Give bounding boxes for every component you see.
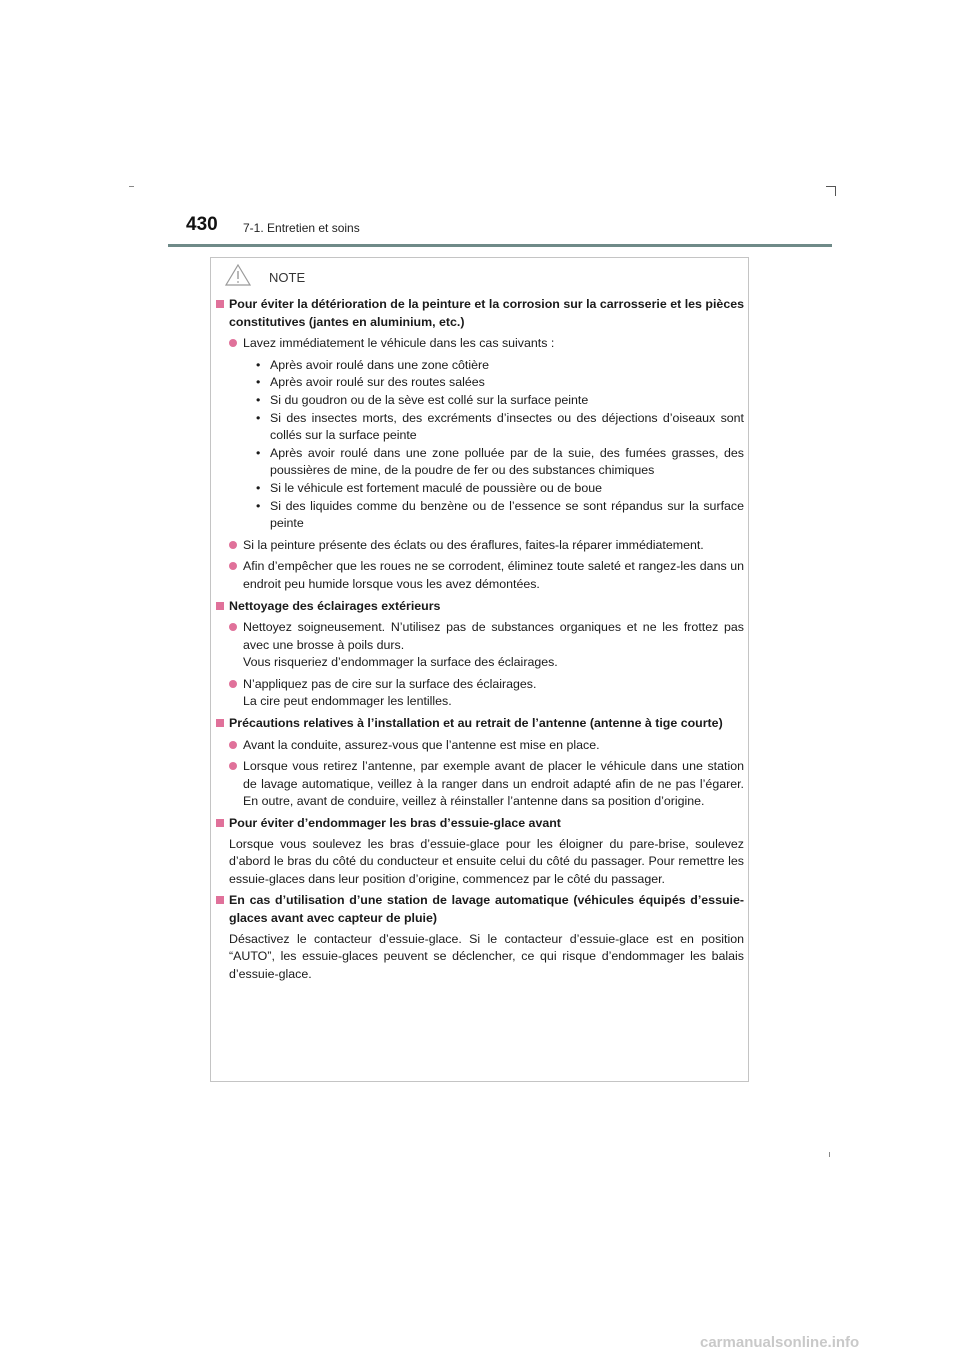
note-item — [229, 619, 744, 672]
item-text: Si la peinture présente des éclats ou des éraflures, faites-la réparer immédiatement. — [243, 537, 704, 552]
crop-mark-top-right — [826, 186, 836, 196]
item-text: N’appliquez pas de cire sur la surface des éclairages. — [243, 676, 537, 691]
bullet-item: • Après avoir roulé dans une zone côtière — [243, 357, 744, 375]
item-dot-marker — [229, 680, 237, 688]
item-text: Avant la conduite, assurez-vous que l’antenne est mise en place. — [243, 737, 600, 752]
warning-triangle-icon — [225, 264, 251, 286]
item-text: Vous risqueriez d’endommager la surface des éclairages. — [243, 655, 558, 670]
note-item — [229, 335, 744, 533]
item-text: Afin d’empêcher que les roues ne se corrodent, éliminez toute saleté et rangez-les dans un endroit peu humide lorsque vous les avez démontées. — [243, 559, 744, 591]
bullet-list — [243, 357, 744, 533]
bullet-item: • Si du goudron ou de la sève est collé sur la surface peinte — [243, 392, 744, 410]
note-paragraph: Désactivez le contacteur d’essuie-glace. Si le contacteur d’essuie-glace est en position “AUTO”, les essuie-glaces peuvent se déclencher, ce qui risque d’endommager les balais d’essuie-glace. — [229, 931, 744, 981]
note-section — [216, 296, 744, 594]
bullet-item: • Après avoir roulé dans une zone polluée par de la suie, des fumées grasses, des poussières de mine, de la poudre de fer ou des substances chimiques — [243, 445, 744, 480]
item-dot-marker — [229, 339, 237, 347]
item-dot-marker — [229, 562, 237, 570]
note-label: NOTE — [269, 270, 306, 285]
section-square-marker — [216, 602, 224, 610]
note-section-title: Précautions relatives à l’installation et au retrait de l’antenne (antenne à tige courte) — [229, 716, 723, 731]
crop-tick-bottom-right — [829, 1152, 830, 1157]
item-text: Lorsque vous retirez l’antenne, par exemple avant de placer le véhicule dans une station de lavage automatique, veillez à la ranger dans un endroit adapté afin de ne pas l’égarer. En outre, avant de conduire, veillez à réinstaller l’antenne dans sa position d’origine. — [243, 759, 744, 809]
note-section — [216, 598, 744, 712]
note-item — [229, 537, 744, 555]
bullet-item: • Si des insectes morts, des excréments d’insectes ou des déjections d’oiseaux sont collés sur la surface peinte — [243, 410, 744, 445]
note-paragraph: Lorsque vous soulevez les bras d’essuie-glace pour les éloigner du pare-brise, soulevez d’abord le bras du côté du conducteur et ensuite celui du côté du passager. Pour remettre les essuie-glaces dans leur position d’origine, commencez par le côté du passager. — [229, 836, 744, 886]
item-dot-marker — [229, 541, 237, 549]
note-section — [216, 892, 744, 983]
bullet-item: • Après avoir roulé sur des routes salées — [243, 374, 744, 392]
note-section-title: Pour éviter la détérioration de la peinture et la corrosion sur la carrosserie et les pièces constitutives (jantes en aluminium, etc.) — [229, 297, 744, 329]
note-section-title: Pour éviter d’endommager les bras d’essuie-glace avant — [229, 816, 561, 831]
page-number: 430 — [186, 214, 218, 235]
item-dot-marker — [229, 623, 237, 631]
item-text: Nettoyez soigneusement. N’utilisez pas de substances organiques et ne les frottez pas avec une brosse à poils durs. — [243, 620, 744, 652]
section-square-marker — [216, 719, 224, 727]
note-item — [229, 737, 744, 755]
bullet-item: • Si des liquides comme du benzène ou de l’essence se sont répandus sur la surface peinte — [243, 498, 744, 533]
note-section — [216, 715, 744, 811]
bullet-item: • Si le véhicule est fortement maculé de poussière ou de boue — [243, 480, 744, 498]
item-dot-marker — [229, 762, 237, 770]
section-square-marker — [216, 896, 224, 904]
note-item — [229, 558, 744, 593]
crop-tick-left — [129, 186, 134, 187]
section-square-marker — [216, 819, 224, 827]
item-dot-marker — [229, 741, 237, 749]
note-body — [216, 296, 744, 987]
note-section-title: Nettoyage des éclairages extérieurs — [229, 598, 441, 613]
item-text: Lavez immédiatement le véhicule dans les cas suivants : — [243, 336, 555, 351]
note-section-title: En cas d’utilisation d’une station de lavage automatique (véhicules équipés d’essuie-glaces avant avec capteur de pluie) — [229, 893, 744, 925]
note-item — [229, 676, 744, 711]
section-square-marker — [216, 300, 224, 308]
item-text: La cire peut endommager les lentilles. — [243, 694, 452, 709]
note-section — [216, 815, 744, 888]
section-title: 7-1. Entretien et soins — [243, 221, 360, 235]
header-rule — [168, 244, 832, 247]
watermark: carmanualsonline.info — [700, 1334, 860, 1351]
note-item — [229, 758, 744, 811]
note-box — [210, 257, 749, 1082]
